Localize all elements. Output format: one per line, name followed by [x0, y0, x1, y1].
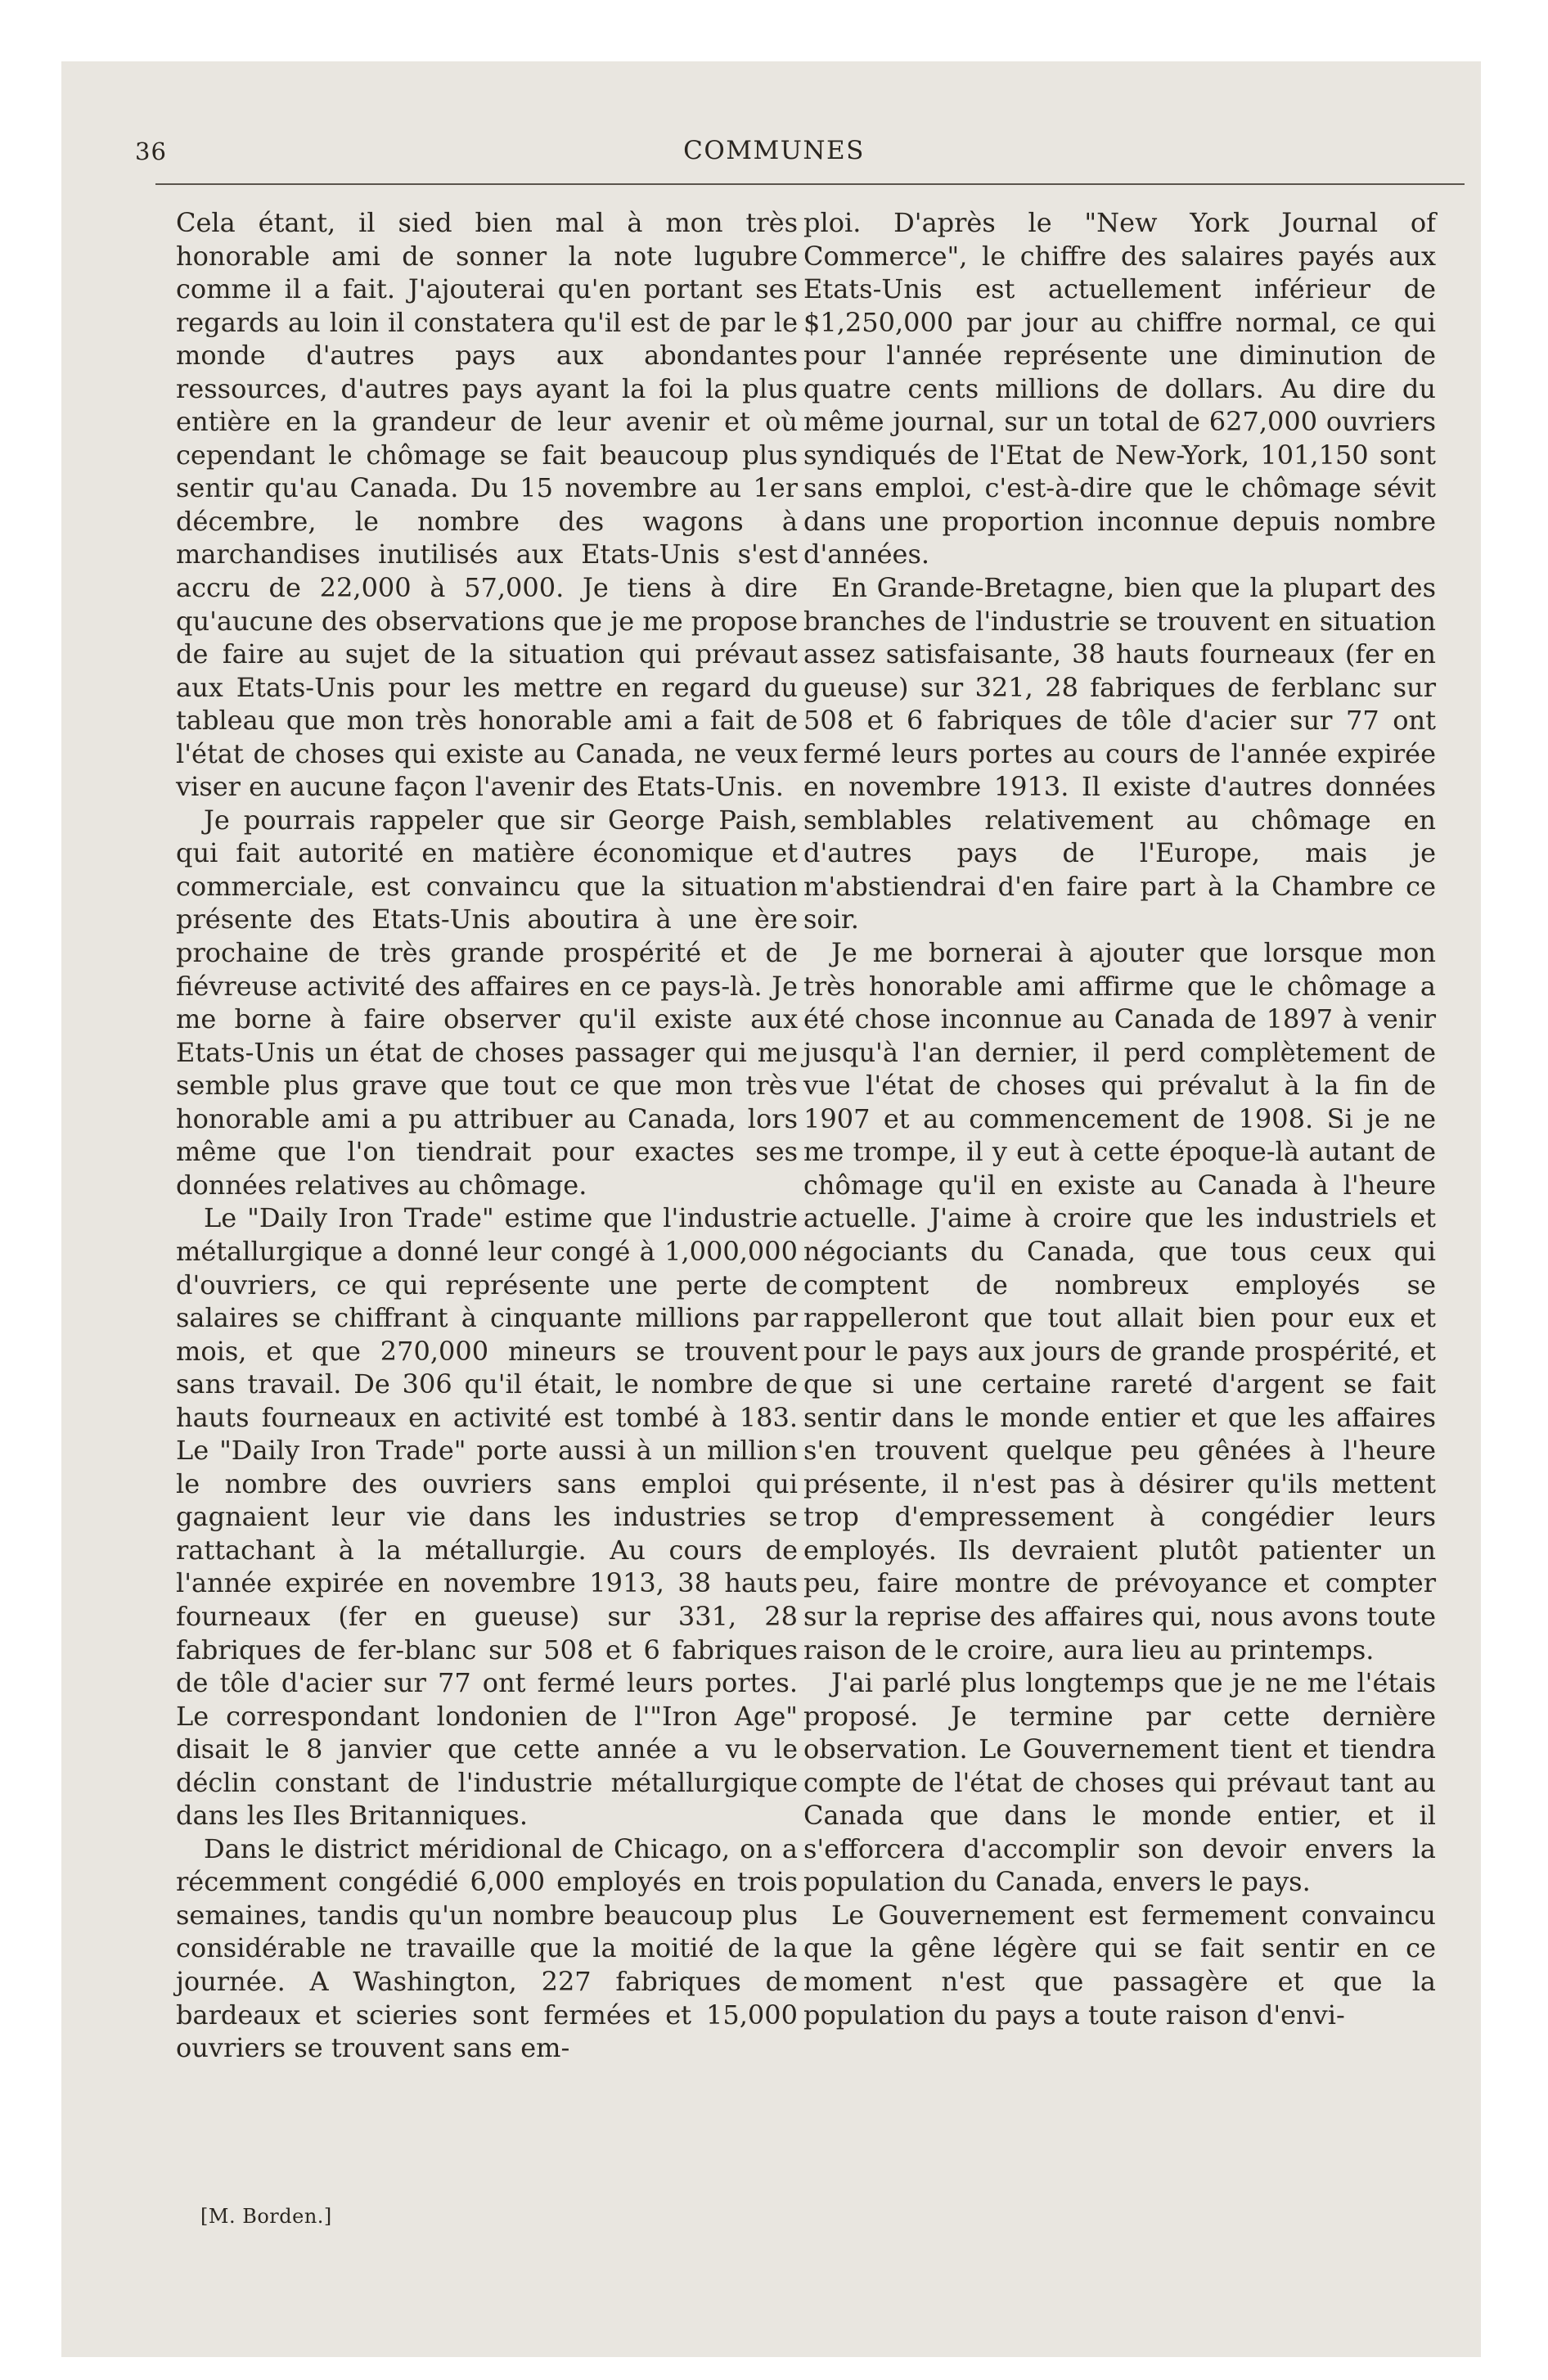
paragraph: ploi. D'après le "New York Journal of Commerce", le chiffre des salaires payés aux Etats-Unis est actuellement inférieur de $1,250,000 par jour au chiffre normal, ce qui pour l'année représente une diminution de quatre cents millions de dollars. Au dire du même journal, sur un total de 627,000 ouvriers syndiqués de l'Etat de New-York, 101,150 sont sans emploi, c'est-à-dire que le chômage sévit dans une proportion inconnue depuis nombre d'années. [803, 207, 1436, 570]
paragraph: Le Gouvernement est fermement convaincu que la gêne légère qui se fait sentir en ce moment n'est que passagère et que la population du pays a toute raison d'envi- [803, 1899, 1436, 2031]
paragraph: En Grande-Bretagne, bien que la plupart des branches de l'industrie se trouvent en situation assez satisfaisante, 38 hauts fourneaux (fer en gueuse) sur 321, 28 fabriques de ferblanc sur 508 et 6 fabriques de tôle d'acier sur 77 ont fermé leurs portes au cours de l'année expirée en novembre 1913. Il existe d'autres données semblables relativement au chômage en d'autres pays de l'Europe, mais je m'abstiendrai d'en faire part à la Chambre ce soir. [803, 572, 1436, 935]
running-head: COMMUNES [683, 136, 865, 165]
paragraph: J'ai parlé plus longtemps que je ne me l'étais proposé. Je termine par cette dernière observation. Le Gouvernement tient et tiendra compte de l'état de choses qui prévaut tant au Canada que dans le monde entier, et il s'efforcera d'accomplir son devoir envers la population du Canada, envers le pays. [803, 1667, 1436, 1898]
paragraph: Dans le district méridional de Chicago, on a récemment congédié 6,000 employés en trois semaines, tandis qu'un nombre beaucoup plus considérable ne travaille que la moitié de la journée. A Washington, 227 fabriques de bardeaux et scieries sont fermées et 15,000 ouvriers se trouvent sans em- [176, 1832, 798, 2064]
paragraph: Je me bornerai à ajouter que lorsque mon très honorable ami affirme que le chômage a été chose inconnue au Canada de 1897 à venir jusqu'à l'an dernier, il perd complètement de vue l'état de choses qui prévalut à la fin de 1907 et au commencement de 1908. Si je ne me trompe, il y eut à cette époque-là autant de chômage qu'il en existe au Canada à l'heure actuelle. J'aime à croire que les industriels et négociants du Canada, que tous ceux qui comptent de nombreux employés se rappelleront que tout allait bien pour eux et pour le pays aux jours de grande prospérité, et que si une certaine rareté d'argent se fait sentir dans le monde entier et que les affaires s'en trouvent quelque peu gênées à l'heure présente, il n'est pas à désirer qu'ils mettent trop d'empressement à congédier leurs employés. Ils devraient plutôt patienter un peu, faire montre de prévoyance et compter sur la reprise des affaires qui, nous avons toute raison de le croire, aura lieu au printemps. [803, 937, 1436, 1666]
paragraph: Je pourrais rappeler que sir George Paish, qui fait autorité en matière économique et commerciale, est convaincu que la situation présente des Etats-Unis aboutira à une ère prochaine de très grande prospérité et de fiévreuse activité des affaires en ce pays-là. Je me borne à faire observer qu'il existe aux Etats-Unis un état de choses passager qui me semble plus grave que tout ce que mon très honorable ami a pu attribuer au Canada, lors même que l'on tiendrait pour exactes ses données relatives au chômage. [176, 804, 798, 1201]
header-rule [155, 183, 1465, 185]
paragraph: Cela étant, il sied bien mal à mon très honorable ami de sonner la note lugubre comme il a fait. J'ajouterai qu'en portant ses regards au loin il constatera qu'il est de par le monde d'autres pays aux abondantes ressources, d'autres pays ayant la foi la plus entière en la grandeur de leur avenir et où cependant le chômage se fait beaucoup plus sentir qu'au Canada. Du 15 novembre au 1er décembre, le nombre des wagons à marchandises inutilisés aux Etats-Unis s'est accru de 22,000 à 57,000. Je tiens à dire qu'aucune des observations que je me propose de faire au sujet de la situation qui prévaut aux Etats-Unis pour les mettre en regard du tableau que mon très honorable ami a fait de l'état de choses qui existe au Canada, ne veux viser en aucune façon l'avenir des Etats-Unis. [176, 207, 798, 803]
left-column [176, 206, 798, 2065]
right-column [803, 206, 1436, 2031]
speaker-attribution: [M. Borden.] [200, 2205, 332, 2228]
page-number: 36 [135, 137, 167, 165]
paragraph: Le "Daily Iron Trade" estime que l'industrie métallurgique a donné leur congé à 1,000,000 d'ouvriers, ce qui représente une perte de salaires se chiffrant à cinquante millions par mois, et que 270,000 mineurs se trouvent sans travail. De 306 qu'il était, le nombre de hauts fourneaux en activité est tombé à 183. Le "Daily Iron Trade" porte aussi à un million le nombre des ouvriers sans emploi qui gagnaient leur vie dans les industries se rattachant à la métallurgie. Au cours de l'année expirée en novembre 1913, 38 hauts fourneaux (fer en gueuse) sur 331, 28 fabriques de fer-blanc sur 508 et 6 fabriques de tôle d'acier sur 77 ont fermé leurs portes. Le correspondant londonien de l'"Iron Age" disait le 8 janvier que cette année a vu le déclin constant de l'industrie métallurgique dans les Iles Britanniques. [176, 1202, 798, 1832]
